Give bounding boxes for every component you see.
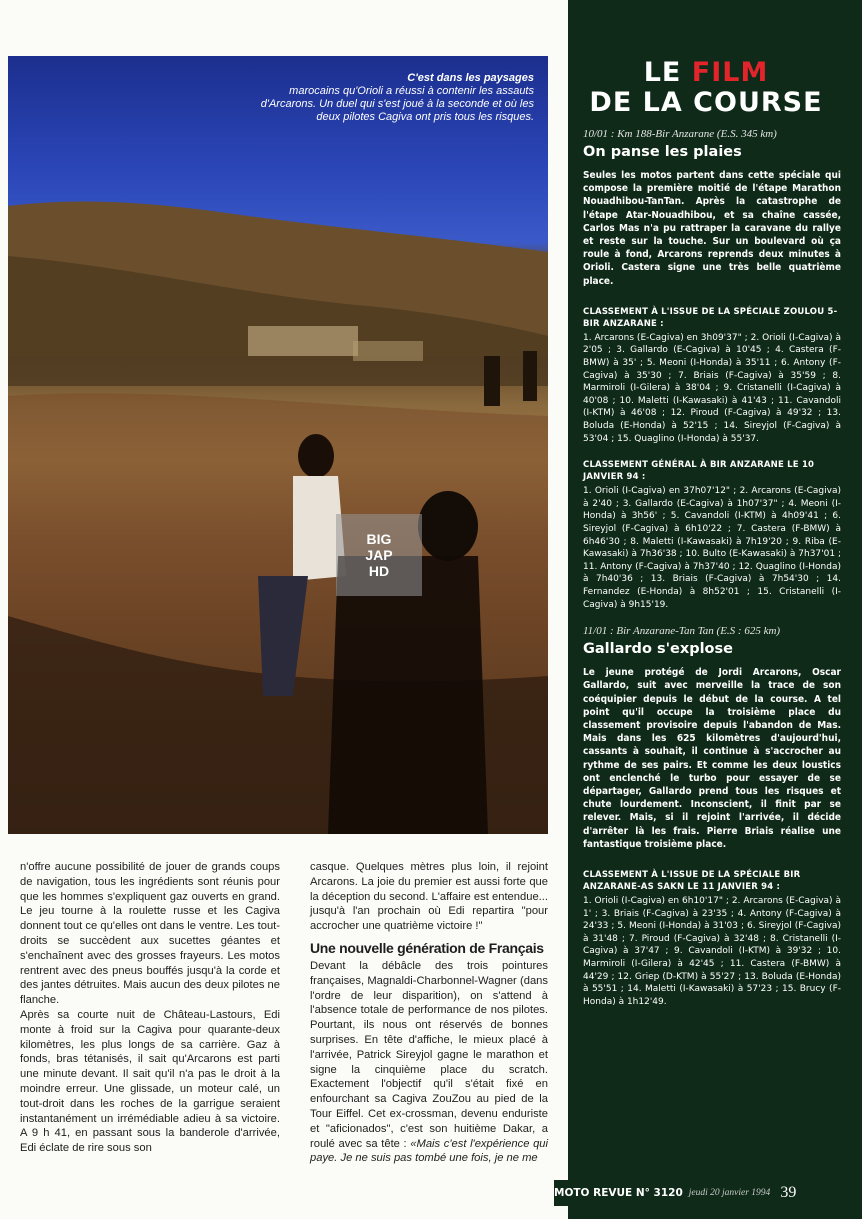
stage-heading: Gallardo s'explose bbox=[583, 641, 733, 658]
photo-caption bbox=[234, 72, 534, 124]
caption-text: marocains qu'Orioli a réussi à contenir les assauts d'Arcarons. Un duel qui s'est joué à la seconde et où les deux pilotes Cagiva ont pris tous les risques. bbox=[260, 85, 534, 123]
article-paragraph: Après sa courte nuit de Château-Lastours, Edi monte à froid sur la Cagiva pour quarante-deux kilomètres, les plus longs de sa carrière. Gaz à fonds, bras tétanisés, il sait qu'Arcarons est parti une minute devant. Il sait qu'il n'a pas le droit à la moindre erreur. Une glissade, un moteur calé, un tout-droit dans les roches de la garrigue seraient instantanément un irrémédiable adieu à sa victoire. A 9 h 41, en passant sous la banderole d'arrivée, Edi éclate de rire sous son bbox=[20, 1008, 280, 1155]
landscape-photo bbox=[8, 56, 548, 834]
article-column-2 bbox=[310, 860, 548, 1166]
classification-heading: CLASSEMENT À L'ISSUE DE LA SPÉCIALE ZOULOU 5-BIR ANZARANE : bbox=[583, 306, 838, 329]
stage-lead: Seules les motos partent dans cette spéciale qui compose la première moitié de l'étape Marathon Nouadhibou-TanTan. Après la catastrophe de l'étape Atar-Nouadhibou, et sa chaîne cassée, Carlos Mas n'a pu rattraper la caravane du rallye et reste sur la touche. Sur un boulevard où ça roule à fond, Arcarons reprends deux minutes à Orioli. Castera signe une très belle quatrième place. bbox=[583, 170, 841, 287]
stage-dateline: 11/01 : Bir Anzarane-Tan Tan (E.S : 625 km) bbox=[583, 625, 781, 638]
page-footer bbox=[554, 1180, 862, 1206]
classification-list: 1. Orioli (I-Cagiva) en 6h10'17" ; 2. Arcarons (E-Cagiva) à 1' ; 3. Briais (F-Cagiva) à 23'35 ; 4. Antony (F-Cagiva) à 24'33 ; 5. Meoni (I-Honda) à 31'03 ; 6. Sireyjol (F-Cagiva) à 31'48 ; 7. Piroud (F-Cagiva) à 32'48 ; 8. Cristanelli (I-Cagiva) à 37'47 ; 9. Cavandoli (I-KTM) à 39'32 ; 10. Marmiroli (I-Gilera) à 42'45 ; 11. Castera (F-BMW) à 44'29 ; 12. Griep (D-KTM) à 55'27 ; 13. Boluda (E-Honda) à 55'51 ; 14. Maletti (I-Kawasaki) à 57'23 ; 15. Brucy (F-Honda) à 1h12'49. bbox=[583, 895, 841, 1007]
issue-date: jeudi 20 janvier 1994 bbox=[688, 1188, 771, 1198]
article-paragraph: n'offre aucune possibilité de jouer de grands coups de navigation, tous les ingrédients sont réunis pour que les hommes s'expliquent gaz ouverts en grand. Le jeu tourne à la roulette russe et les Cagiva donnent tout ce qu'elles ont dans le ventre. Les tout-droits se succèdent aux sucettes géantes et s'enchaînent avec des grosses frayeurs. Les motos rentrent avec des pneus bouffés jusqu'à la corde et des jantes détruites. Mais aucun des deux pilotes ne flanche. bbox=[20, 861, 280, 1007]
watermark-logo bbox=[336, 514, 422, 596]
person-head bbox=[418, 491, 478, 561]
village-building bbox=[248, 326, 358, 356]
stage-lead: Le jeune protégé de Jordi Arcarons, Oscar Gallardo, suit avec merveille la trace de son coéquipier depuis le début de la course. A tel point qu'il occupe la troisième place du classement provisoire depuis l'abandon de Mas. Mais dans les 625 kilomètres d'aujourd'hui, cassants à souhait, il continue à s'accrocher au rythme de ses pairs. Et comme les deux loustics ont enclenché le turbo pour essayer de se départager, Gallardo prend tous les risques et chute lourdement. Inconscient, il finit par se relever. Mais, si il rejoint l'arrivée, il décide d'arrêter là les frais. Pierre Briais réalise une fantastique troisième place. bbox=[583, 667, 841, 850]
classification-list: 1. Orioli (I-Cagiva) en 37h07'12" ; 2. Arcarons (E-Cagiva) à 2'40 ; 3. Gallardo (E-Cagiva) à 1h07'37" ; 4. Meoni (I-Honda) à 3h56' ; 5. Cavandoli (I-KTM) à 4h09'41 ; 6. Sireyjol (F-Cagiva) à 6h10'22 ; 7. Castera (F-BMW) à 6h46'30 ; 8. Maletti (I-Kawasaki) à 7h19'20 ; 9. Riba (E-Kawasaki) à 7h36'38 ; 10. Bulto (E-Kawasaki) à 7h37'01 ; 11. Antony (F-Cagiva) à 7h37'40 ; 12. Quaglino (I-Honda) à 7h40'36 ; 13. Briais (F-Cagiva) à 7h54'30 ; 14. Fernandez (E-Honda) à 8h52'01 ; 15. Cristanelli (I-Cagiva) à 9h15'19. bbox=[583, 486, 841, 610]
sidebar-content bbox=[583, 128, 841, 1022]
distant-figure bbox=[523, 351, 537, 401]
page-number: 39 bbox=[780, 1184, 797, 1201]
watermark-line: JAP bbox=[365, 547, 393, 563]
article-quote: «Mais c'est l'expérience qui paye. Je ne suis pas tombé une fois, je ne me bbox=[310, 1137, 548, 1165]
sidebar-title bbox=[568, 58, 844, 118]
race-film-sidebar bbox=[568, 0, 862, 1219]
photo-scene bbox=[8, 56, 548, 834]
article-paragraph bbox=[310, 959, 548, 1166]
caption-lead: C'est dans les paysages bbox=[407, 72, 534, 84]
article-text: Devant la débâcle des trois pointures françaises, Magnaldi-Charbonnel-Wagner (dans l'ordre de leur disparition), on s'attend à l'absence totale de performance de nos pilotes. Pourtant, ils nous ont réservés de bonnes surprises. En tête d'affiche, le mieux placé à l'arrivée, Patrick Sireyjol gagne le marathon et signe la cinquième place du scratch. Exactement l'objectif qu'il s'était fixé en enfourchant sa Cagiva ZouZou au pied de la Tour Eiffel. Cet ex-crossman, devenu enduriste et "aficionados", c'est son huitième Dakar, a roulé avec sa tête : bbox=[310, 959, 548, 1150]
article-subheading: Une nouvelle génération de Français bbox=[310, 939, 544, 956]
stage-dateline: 10/01 : Km 188-Bir Anzarane (E.S. 345 km) bbox=[583, 128, 777, 140]
classification-heading: CLASSEMENT À L'ISSUE DE LA SPÉCIALE BIR ANZARANE-AS SAKN LE 11 JANVIER 94 : bbox=[583, 869, 801, 892]
village-wall bbox=[353, 341, 423, 361]
title-word: LE bbox=[643, 57, 682, 88]
child-head bbox=[298, 434, 334, 478]
person-silhouette bbox=[328, 556, 488, 834]
distant-figure bbox=[484, 356, 500, 406]
article-column-1 bbox=[20, 860, 280, 1156]
classification-heading: CLASSEMENT GÉNÉRAL À BIR ANZARANE LE 10 JANVIER 94 : bbox=[583, 460, 815, 483]
article-paragraph: casque. Quelques mètres plus loin, il rejoint Arcarons. La joie du premier est aussi forte que la déception du second. L'affaire est entendue... jusqu'à l'an prochain où Edi repartira "pour accrocher une quatrième victoire !" bbox=[310, 861, 548, 933]
classification-list: 1. Arcarons (E-Cagiva) en 3h09'37" ; 2. Orioli (I-Cagiva) à 2'05 ; 3. Gallardo (E-Cagiva) à 10'45 ; 4. Castera (F-BMW) à 35' ; 5. Meoni (I-Honda) à 35'11 ; 6. Antony (F-Cagiva) à 35'30 ; 7. Briais (F-Cagiva) à 35'59 ; 8. Marmiroli (I-Gilera) à 38'04 ; 9. Cristanelli (I-Cagiva) à 40'08 ; 10. Maletti (I-Kawasaki) à 41'43 ; 11. Cavandoli (I-KTM) à 46'08 ; 12. Piroud (F-Cagiva) à 49'32 ; 13. Boluda (E-Honda) à 52'15 ; 14. Sireyjol (F-Cagiva) à 53'04 ; 15. Quaglino (I-Honda) à 55'37. bbox=[583, 332, 841, 444]
magazine-name: MOTO REVUE N° 3120 bbox=[554, 1187, 683, 1199]
title-word-red: FILM bbox=[691, 57, 769, 88]
stage-heading: On panse les plaies bbox=[583, 144, 742, 160]
title-line: DE LA COURSE bbox=[589, 87, 823, 118]
watermark-line: BIG bbox=[366, 531, 392, 547]
watermark-line: HD bbox=[368, 563, 390, 579]
